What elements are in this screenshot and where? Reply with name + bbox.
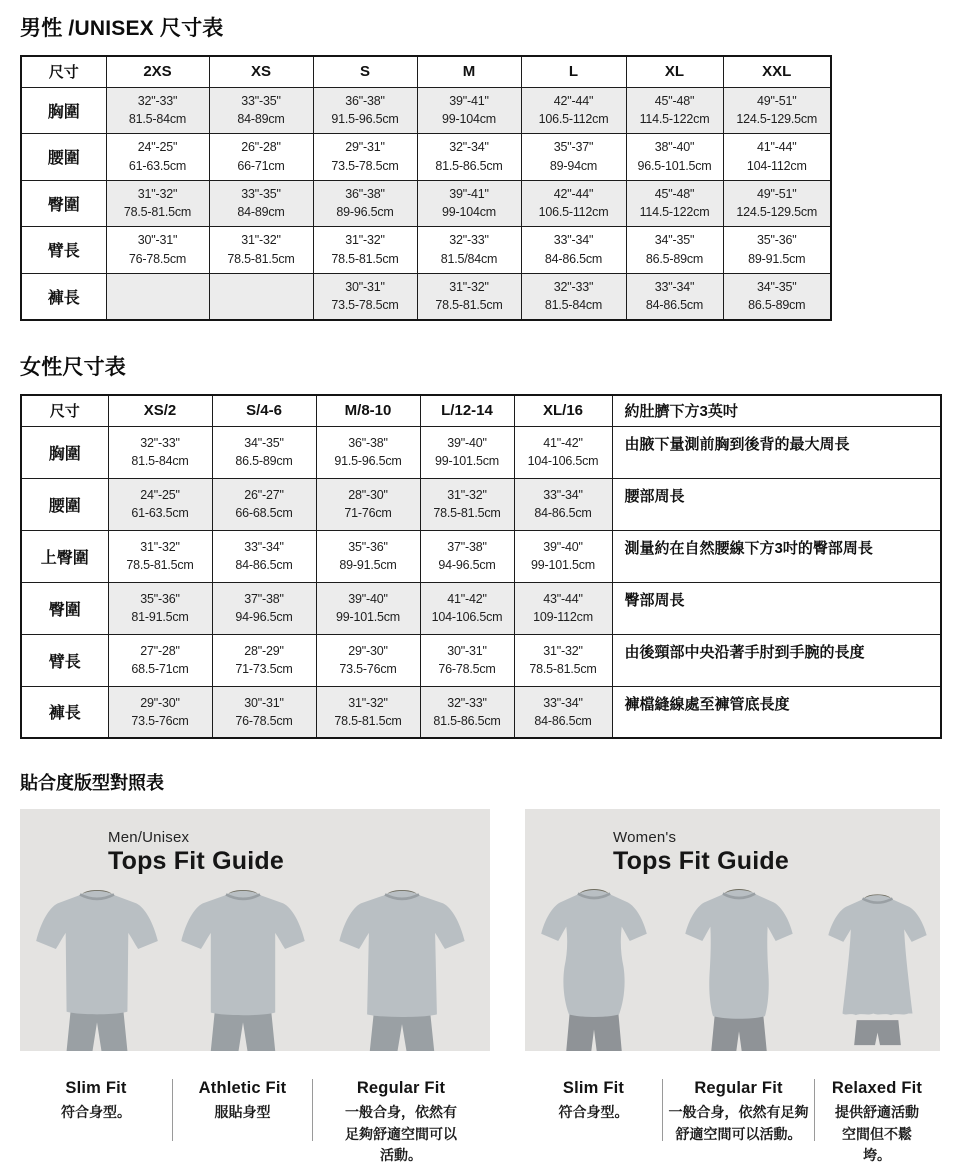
size-row bbox=[21, 87, 831, 134]
row-label: 胸圍 bbox=[21, 426, 108, 478]
fit-description: 符合身型。 bbox=[61, 1104, 131, 1120]
size-cell: 32"-33" 81.5-84cm bbox=[108, 426, 212, 478]
fit-name: Regular Fit bbox=[356, 1079, 446, 1097]
fit-description: 符合身型。 bbox=[558, 1104, 629, 1120]
row-label: 臂長 bbox=[21, 227, 106, 274]
size-cell: 27"-28" 68.5-71cm bbox=[108, 634, 212, 686]
size-row bbox=[21, 582, 941, 634]
mens-shirt-row bbox=[20, 881, 490, 1051]
mens-panel-title: Tops Fit Guide bbox=[108, 847, 284, 875]
header-row bbox=[21, 56, 831, 87]
size-cell: 31"-32" 78.5-81.5cm bbox=[106, 180, 209, 227]
size-row bbox=[21, 426, 941, 478]
measurement-description: 測量約在自然腰線下方3吋的臀部周長 bbox=[612, 530, 941, 582]
fit-name: Regular Fit bbox=[694, 1079, 783, 1097]
mens-fit-labels bbox=[20, 1077, 490, 1167]
row-label: 褲長 bbox=[21, 686, 108, 738]
column-header: L bbox=[521, 56, 626, 87]
size-cell: 35"-37" 89-94cm bbox=[521, 134, 626, 181]
size-cell: 31"-32" 78.5-81.5cm bbox=[209, 227, 313, 274]
size-cell: 31"-32" 78.5-81.5cm bbox=[420, 478, 514, 530]
size-cell: 37"-38" 94-96.5cm bbox=[420, 530, 514, 582]
size-cell: 36"-38" 91.5-96.5cm bbox=[313, 87, 417, 134]
size-cell: 33"-34" 84-86.5cm bbox=[212, 530, 316, 582]
size-cell: 38"-40" 96.5-101.5cm bbox=[626, 134, 723, 181]
size-cell: 28"-30" 71-76cm bbox=[316, 478, 420, 530]
tshirt-icon bbox=[326, 881, 478, 1051]
measurement-description: 由後頸部中央沿著手肘到手腕的長度 bbox=[612, 634, 941, 686]
size-cell: 39"-41" 99-104cm bbox=[417, 87, 521, 134]
size-cell: 31"-32" 78.5-81.5cm bbox=[514, 634, 612, 686]
column-header: XS/2 bbox=[108, 395, 212, 426]
mens-athletic-fit-tshirt-image bbox=[173, 881, 313, 1051]
size-cell: 30"-31" 73.5-78.5cm bbox=[313, 273, 417, 320]
size-cell: 39"-40" 99-101.5cm bbox=[420, 426, 514, 478]
mens-panel-heading bbox=[108, 829, 284, 876]
column-header: 約肚臍下方3英吋 bbox=[612, 395, 941, 426]
size-cell: 45"-48" 114.5-122cm bbox=[626, 87, 723, 134]
size-cell: 34"-35" 86.5-89cm bbox=[212, 426, 316, 478]
column-header: XL/16 bbox=[514, 395, 612, 426]
column-header: 尺寸 bbox=[21, 395, 108, 426]
column-header: S bbox=[313, 56, 417, 87]
column-header: XS bbox=[209, 56, 313, 87]
size-row bbox=[21, 634, 941, 686]
measurement-description: 由腋下量測前胸到後背的最大周長 bbox=[612, 426, 941, 478]
size-row bbox=[21, 478, 941, 530]
size-cell: 41"-42" 104-106.5cm bbox=[514, 426, 612, 478]
fit-label bbox=[313, 1077, 489, 1167]
fit-description: 一般合身，依然有足夠舒適空間可以活動。 bbox=[345, 1104, 457, 1164]
measurement-description: 臀部周長 bbox=[612, 582, 941, 634]
size-cell: 29"-31" 73.5-78.5cm bbox=[313, 134, 417, 181]
size-cell: 32"-34" 81.5-86.5cm bbox=[417, 134, 521, 181]
row-label: 腰圍 bbox=[21, 478, 108, 530]
column-header: M/8-10 bbox=[316, 395, 420, 426]
womens-panel-eyebrow: Women's bbox=[613, 829, 677, 846]
fit-description: 服貼身型 bbox=[214, 1104, 271, 1120]
size-cell: 32"-33" 81.5/84cm bbox=[417, 227, 521, 274]
size-cell: 39"-40" 99-101.5cm bbox=[514, 530, 612, 582]
size-cell: 37"-38" 94-96.5cm bbox=[212, 582, 316, 634]
size-cell bbox=[209, 273, 313, 320]
column-header: M bbox=[417, 56, 521, 87]
size-cell: 26"-27" 66-68.5cm bbox=[212, 478, 316, 530]
size-cell: 26"-28" 66-71cm bbox=[209, 134, 313, 181]
size-cell: 42"-44" 106.5-112cm bbox=[521, 87, 626, 134]
size-row bbox=[21, 134, 831, 181]
womens-fit-labels bbox=[525, 1077, 940, 1167]
size-cell: 33"-35" 84-89cm bbox=[209, 87, 313, 134]
size-cell: 24"-25" 61-63.5cm bbox=[106, 134, 209, 181]
fit-label bbox=[663, 1077, 814, 1167]
womens-shirt-row bbox=[525, 881, 940, 1051]
fit-label bbox=[173, 1077, 312, 1167]
size-cell: 34"-35" 86.5-89cm bbox=[626, 227, 723, 274]
size-cell: 35"-36" 89-91.5cm bbox=[316, 530, 420, 582]
size-cell: 30"-31" 76-78.5cm bbox=[106, 227, 209, 274]
size-cell: 39"-40" 99-101.5cm bbox=[316, 582, 420, 634]
size-cell: 41"-44" 104-112cm bbox=[723, 134, 831, 181]
size-cell: 30"-31" 76-78.5cm bbox=[212, 686, 316, 738]
column-header: 2XS bbox=[106, 56, 209, 87]
size-cell: 28"-29" 71-73.5cm bbox=[212, 634, 316, 686]
size-cell: 31"-32" 78.5-81.5cm bbox=[316, 686, 420, 738]
size-cell: 30"-31" 76-78.5cm bbox=[420, 634, 514, 686]
size-cell: 49"-51" 124.5-129.5cm bbox=[723, 180, 831, 227]
size-row bbox=[21, 227, 831, 274]
row-label: 褲長 bbox=[21, 273, 106, 320]
size-cell: 33"-34" 84-86.5cm bbox=[514, 478, 612, 530]
womens-panel-heading bbox=[613, 829, 789, 876]
fit-description: 提供舒適活動空間但不鬆垮。 bbox=[835, 1104, 919, 1164]
size-cell: 32"-33" 81.5-84cm bbox=[106, 87, 209, 134]
size-cell: 42"-44" 106.5-112cm bbox=[521, 180, 626, 227]
size-cell: 33"-35" 84-89cm bbox=[209, 180, 313, 227]
size-cell: 31"-32" 78.5-81.5cm bbox=[417, 273, 521, 320]
mens-panel-eyebrow: Men/Unisex bbox=[108, 829, 190, 846]
fit-name: Athletic Fit bbox=[198, 1079, 287, 1097]
womens-table-title: 女性尺寸表 bbox=[20, 356, 126, 379]
size-cell: 33"-34" 84-86.5cm bbox=[626, 273, 723, 320]
column-header: L/12-14 bbox=[420, 395, 514, 426]
size-row bbox=[21, 273, 831, 320]
size-cell: 32"-33" 81.5-84cm bbox=[521, 273, 626, 320]
womens-fit-guide-panel bbox=[525, 809, 940, 1051]
size-cell: 29"-30" 73.5-76cm bbox=[108, 686, 212, 738]
row-label: 上臀圍 bbox=[21, 530, 108, 582]
size-cell: 35"-36" 89-91.5cm bbox=[723, 227, 831, 274]
fit-label bbox=[20, 1077, 172, 1167]
column-header: 尺寸 bbox=[21, 56, 106, 87]
size-row bbox=[21, 530, 941, 582]
size-cell: 36"-38" 89-96.5cm bbox=[313, 180, 417, 227]
fit-description: 一般合身，依然有足夠舒適空間可以活動。 bbox=[668, 1104, 809, 1142]
mens-slim-fit-tshirt-image bbox=[20, 881, 173, 1051]
fit-name: Relaxed Fit bbox=[831, 1079, 923, 1097]
size-cell: 39"-41" 99-104cm bbox=[417, 180, 521, 227]
size-row bbox=[21, 686, 941, 738]
womens-size-table bbox=[20, 394, 942, 739]
column-header: XXL bbox=[723, 56, 831, 87]
measurement-description: 褲檔縫線處至褲管底長度 bbox=[612, 686, 941, 738]
size-cell: 35"-36" 81-91.5cm bbox=[108, 582, 212, 634]
size-cell: 31"-32" 78.5-81.5cm bbox=[313, 227, 417, 274]
mens-fit-guide-panel bbox=[20, 809, 490, 1051]
tshirt-icon bbox=[525, 881, 663, 1051]
mens-table-title: 男性 /UNISEX 尺寸表 bbox=[20, 17, 224, 40]
fit-label bbox=[815, 1077, 939, 1167]
column-header: S/4-6 bbox=[212, 395, 316, 426]
size-cell: 33"-34" 84-86.5cm bbox=[514, 686, 612, 738]
mens-regular-fit-tshirt-image bbox=[313, 881, 490, 1051]
size-cell: 41"-42" 104-106.5cm bbox=[420, 582, 514, 634]
size-cell: 45"-48" 114.5-122cm bbox=[626, 180, 723, 227]
size-cell: 24"-25" 61-63.5cm bbox=[108, 478, 212, 530]
womens-regular-fit-tshirt-image bbox=[663, 881, 815, 1051]
womens-panel-title: Tops Fit Guide bbox=[613, 847, 789, 875]
size-cell: 43"-44" 109-112cm bbox=[514, 582, 612, 634]
row-label: 腰圍 bbox=[21, 134, 106, 181]
tshirt-icon bbox=[666, 881, 812, 1051]
tshirt-icon bbox=[173, 881, 313, 1051]
womens-relaxed-fit-tshirt-image bbox=[815, 881, 940, 1051]
measurement-description: 腰部周長 bbox=[612, 478, 941, 530]
fit-name: Slim Fit bbox=[65, 1079, 127, 1097]
fit-guide-section-title: 貼合度版型對照表 bbox=[20, 773, 164, 793]
row-label: 臂長 bbox=[21, 634, 108, 686]
size-cell bbox=[106, 273, 209, 320]
fit-name: Slim Fit bbox=[562, 1079, 625, 1097]
size-cell: 31"-32" 78.5-81.5cm bbox=[108, 530, 212, 582]
fit-label bbox=[525, 1077, 662, 1167]
womens-slim-fit-tshirt-image bbox=[525, 881, 663, 1051]
mens-size-table bbox=[20, 55, 832, 321]
fit-guide-panels bbox=[20, 809, 940, 1051]
size-cell: 32"-33" 81.5-86.5cm bbox=[420, 686, 514, 738]
size-cell: 49"-51" 124.5-129.5cm bbox=[723, 87, 831, 134]
size-cell: 33"-34" 84-86.5cm bbox=[521, 227, 626, 274]
size-cell: 34"-35" 86.5-89cm bbox=[723, 273, 831, 320]
row-label: 臀圍 bbox=[21, 180, 106, 227]
header-row bbox=[21, 395, 941, 426]
tshirt-icon bbox=[815, 881, 940, 1051]
column-header: XL bbox=[626, 56, 723, 87]
row-label: 臀圍 bbox=[21, 582, 108, 634]
size-cell: 36"-38" 91.5-96.5cm bbox=[316, 426, 420, 478]
tshirt-icon bbox=[24, 881, 170, 1051]
size-row bbox=[21, 180, 831, 227]
fit-labels-row bbox=[20, 1077, 940, 1167]
size-cell: 29"-30" 73.5-76cm bbox=[316, 634, 420, 686]
row-label: 胸圍 bbox=[21, 87, 106, 134]
